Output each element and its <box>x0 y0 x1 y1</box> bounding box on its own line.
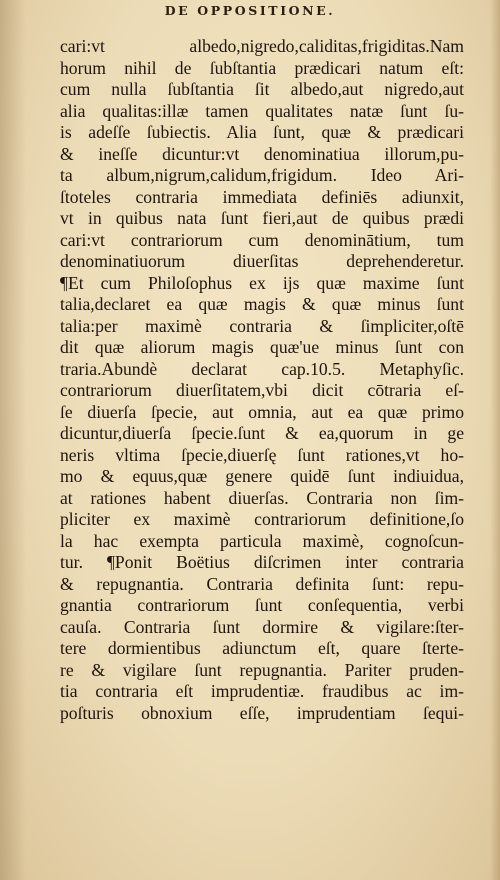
text-line: ¶Et cum Philoſophus ex ijs quæ maxime ſunt <box>60 272 464 293</box>
text-line: ſtoteles contraria immediata definiēs adiunxit, <box>60 186 464 207</box>
text-line: dicuntur,diuerſa ſpecie.ſunt & ea,quorum in ge <box>60 423 464 443</box>
text-line: at rationes habent diuerſas. Contraria non ſim- <box>60 487 464 508</box>
text-line: & repugnantia. Contraria definita ſunt: repu- <box>60 573 464 594</box>
text-line: tia contraria eſt imprudentiæ. fraudibus ac im- <box>60 681 464 701</box>
text-line: alia qualitas:illæ tamen qualitates natæ ſunt ſu- <box>60 100 464 121</box>
text-line: ſe diuerſa ſpecie, aut omnia, aut ea quæ primo <box>60 401 464 422</box>
text-line: talia:per maximè contraria & ſimpliciter,oſtē <box>60 315 464 336</box>
text-line: tere dormientibus adiunctum eſt, quare ſterte- <box>60 638 464 658</box>
text-line: cauſa. Contraria ſunt dormire & vigilare:ſter- <box>60 616 464 637</box>
text-line: neris vltima ſpecie,diuerſę ſunt rationes,vt ho- <box>60 444 464 465</box>
text-line: tur. ¶Ponit Boëtius diſcrimen inter contraria <box>60 552 464 572</box>
page-gutter-shadow <box>0 0 26 880</box>
text-line: re & vigilare ſunt repugnantia. Pariter pruden- <box>60 659 464 680</box>
text-line: cum nulla ſubſtantia ſit albedo,aut nigredo,aut <box>60 79 464 99</box>
text-line: gnantia contrariorum ſunt conſequentia, verbi <box>60 595 464 615</box>
text-line: vt in quibus nata ſunt fieri,aut de quibus prædi <box>60 208 464 228</box>
text-line: la hac exempta particula maximè, cognoſcun- <box>60 530 464 551</box>
text-line: cari:vt albedo,nigredo,caliditas,frigiditas.Nam <box>60 36 464 56</box>
body-text <box>60 36 464 724</box>
text-line: horum nihil de ſubſtantia prædicari natum eſt: <box>60 57 464 78</box>
text-line: talia,declaret ea quæ magis & quæ minus ſunt <box>60 294 464 314</box>
text-line: contrariorum diuerſitatem,vbi dicit cōtraria eſ- <box>60 380 464 400</box>
page-edge-shadow <box>490 0 500 880</box>
text-line: is adeſſe ſubiectis. Alia ſunt, quæ & prædicari <box>60 122 464 142</box>
text-line: pliciter ex maximè contrariorum definitione,ſo <box>60 509 464 529</box>
text-line: mo & equus,quæ genere quidē ſunt indiuidua, <box>60 466 464 486</box>
text-line: cari:vt contrariorum cum denominātium, tum <box>60 229 464 250</box>
text-line: ta album,nigrum,calidum,frigidum. Ideo Ari- <box>60 165 464 185</box>
text-line: traria.Abundè declarat cap.10.5. Metaphyſic. <box>60 358 464 379</box>
text-line: & ineſſe dicuntur:vt denominatiua illorum,pu- <box>60 143 464 164</box>
text-line: dit quæ aliorum magis quæ'ue minus ſunt con <box>60 337 464 357</box>
text-line: denominatiuorum diuerſitas deprehenderetur. <box>60 251 464 271</box>
text-line: poſturis obnoxium eſſe, imprudentiam ſequi- <box>60 702 464 723</box>
running-head: DE OPPOSITIONE. <box>164 3 336 18</box>
